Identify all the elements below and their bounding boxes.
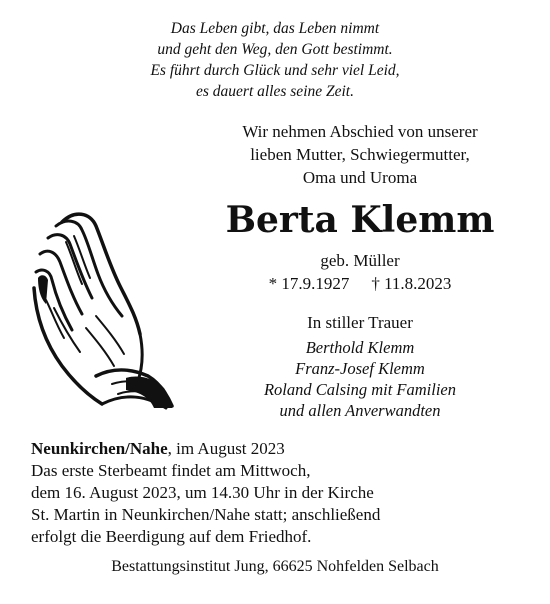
poem-line: und geht den Weg, den Gott bestimmt. <box>157 41 393 58</box>
funeral-notice <box>31 438 531 548</box>
notice-line: erfolgt die Beerdigung auf dem Friedhof. <box>31 527 312 546</box>
birth-name: geb. Müller <box>320 251 400 270</box>
poem-line: es dauert alles seine Zeit. <box>196 83 354 100</box>
notice-line: dem 16. August 2023, um 14.30 Uhr in der Kirche <box>31 483 374 502</box>
notice-line: Das erste Sterbeamt findet am Mittwoch, <box>31 461 311 480</box>
life-dates <box>170 273 550 295</box>
place-date-line <box>31 438 531 460</box>
mourner-name: Franz-Josef Klemm <box>295 359 425 378</box>
notice-line: St. Martin in Neunkirchen/Nahe statt; anschließend <box>31 505 381 524</box>
poem-line: Es führt durch Glück und sehr viel Leid, <box>150 62 400 79</box>
mourners-list <box>170 337 550 421</box>
undertaker-line: Bestattungsinstitut Jung, 66625 Nohfelden Selbach <box>111 558 439 575</box>
poem-line: Das Leben gibt, das Leben nimmt <box>170 20 380 37</box>
deceased-name: Berta Klemm <box>225 199 495 241</box>
intro-line: Wir nehmen Abschied von unserer <box>242 122 478 141</box>
mourner-name: und allen Anverwandten <box>279 401 441 420</box>
place-name: Neunkirchen/Nahe <box>31 439 168 458</box>
intro-line: Oma und Uroma <box>302 168 418 187</box>
praying-hands-icon <box>26 208 176 414</box>
mourning-heading: In stiller Trauer <box>307 313 413 332</box>
death-date: † 11.8.2023 <box>371 274 452 293</box>
birth-date: * 17.9.1927 <box>268 274 350 293</box>
intro-line: lieben Mutter, Schwiegermutter, <box>250 145 470 164</box>
mourner-name: Berthold Klemm <box>305 338 415 357</box>
mourner-name: Roland Calsing mit Familien <box>263 380 457 399</box>
notice-date: , im August 2023 <box>167 439 285 458</box>
poem-verse <box>0 18 550 102</box>
farewell-intro <box>170 120 550 189</box>
